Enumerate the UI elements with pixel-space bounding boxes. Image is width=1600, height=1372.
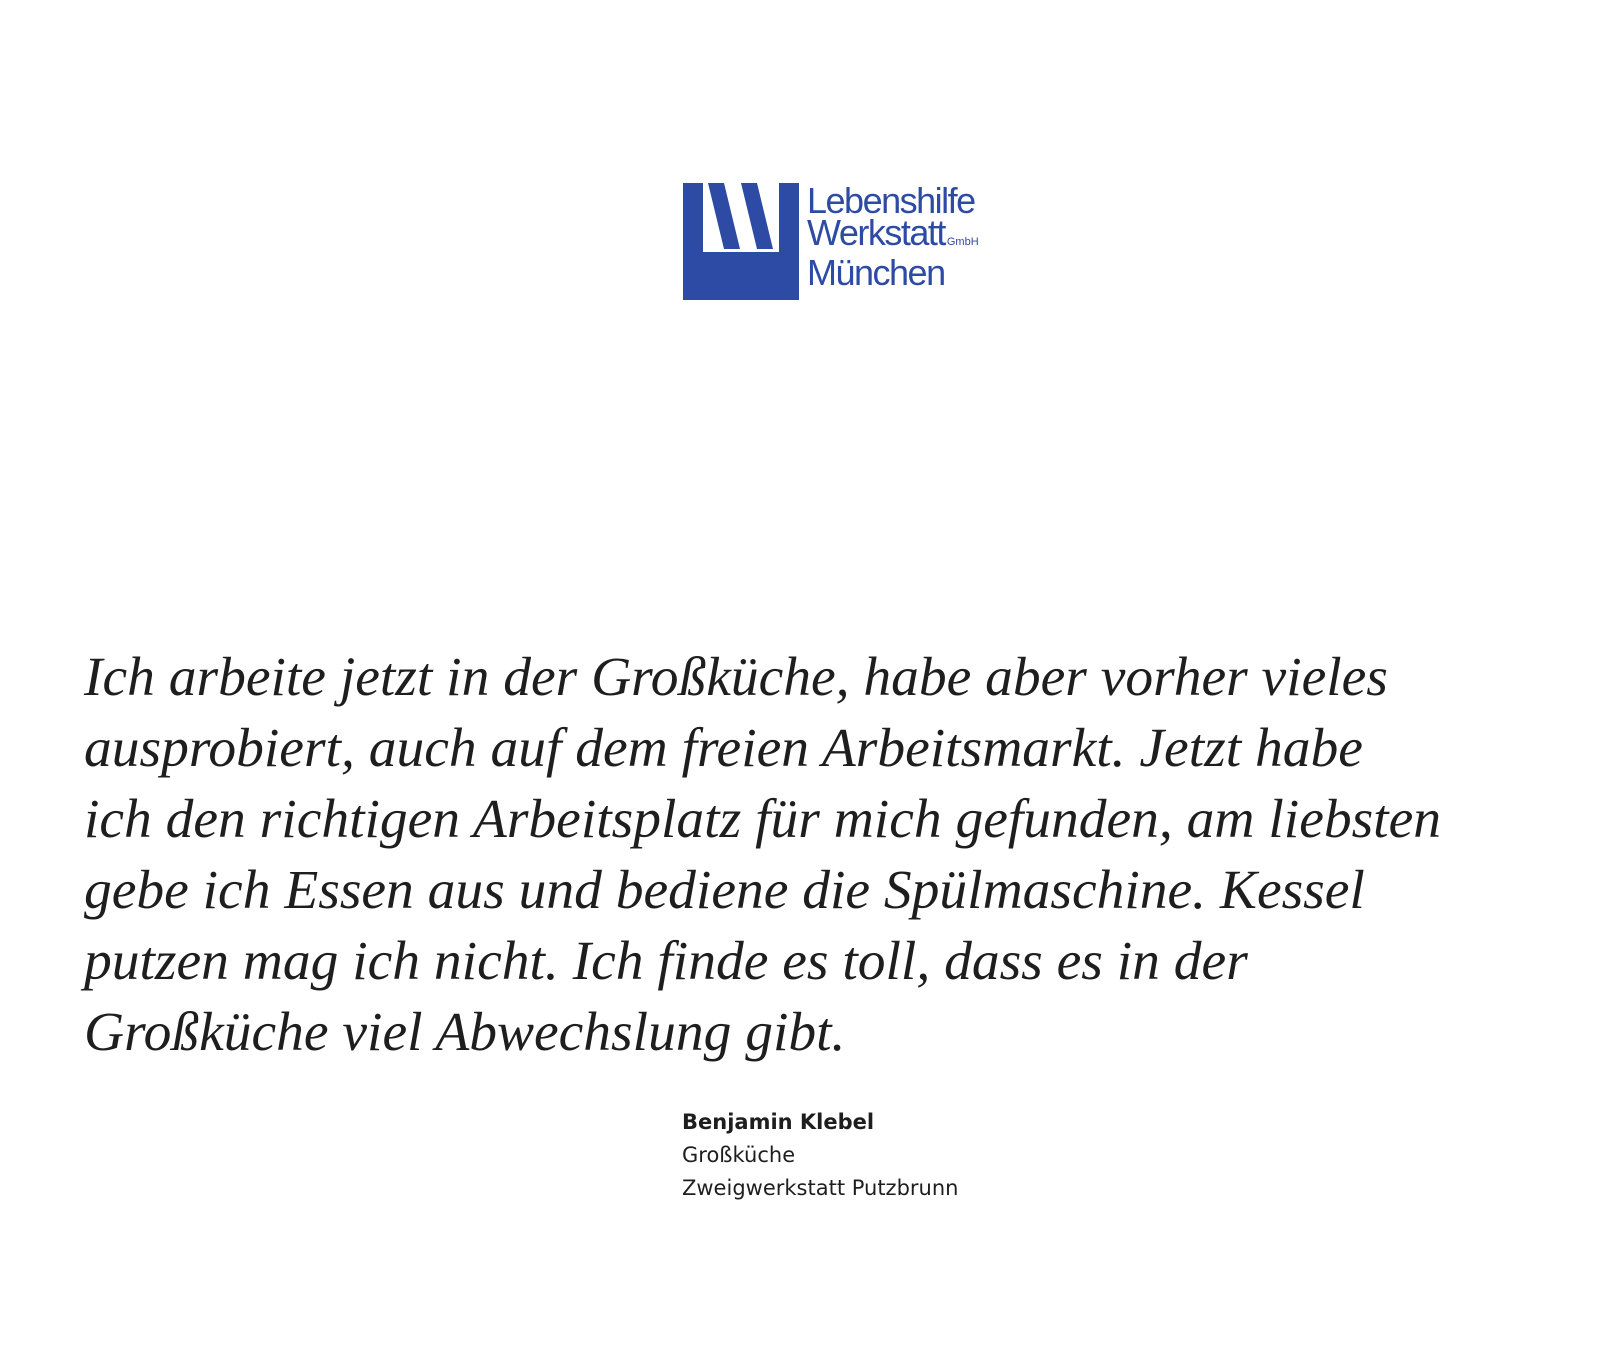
author-location: Zweigwerkstatt Putzbrunn bbox=[682, 1176, 959, 1200]
logo-line-werkstatt bbox=[807, 212, 979, 253]
logo-gmbh-suffix: GmbH bbox=[946, 236, 979, 248]
quote-line-5: putzen mag ich nicht. Ich finde es toll, dass es in der bbox=[84, 931, 1248, 992]
logo-line-lebenshilfe: Lebenshilfe bbox=[807, 180, 975, 221]
quote-line-6: Großküche viel Abwechslung gibt. bbox=[84, 1002, 846, 1063]
logo-wordmark bbox=[807, 180, 979, 293]
quote-line-2: ausprobiert, auch auf dem freien Arbeitsmarkt. Jetzt habe bbox=[84, 718, 1363, 779]
author-name: Benjamin Klebel bbox=[682, 1110, 875, 1134]
company-logo bbox=[683, 180, 1003, 303]
logo-mark-icon bbox=[683, 183, 799, 300]
logo-mark-shape bbox=[683, 183, 799, 300]
quote-line-4: gebe ich Essen aus und bediene die Spülmaschine. Kessel bbox=[84, 860, 1365, 921]
logo-werkstatt-text: Werkstatt bbox=[807, 212, 945, 253]
logo-line-muenchen: München bbox=[807, 252, 945, 293]
quote-attribution bbox=[682, 1106, 958, 1205]
quote-line-1: Ich arbeite jetzt in der Großküche, habe aber vorher vieles bbox=[84, 647, 1388, 708]
testimonial-quote bbox=[84, 642, 1534, 1068]
quote-line-3: ich den richtigen Arbeitsplatz für mich gefunden, am liebsten bbox=[84, 789, 1441, 850]
author-department: Großküche bbox=[682, 1143, 796, 1167]
